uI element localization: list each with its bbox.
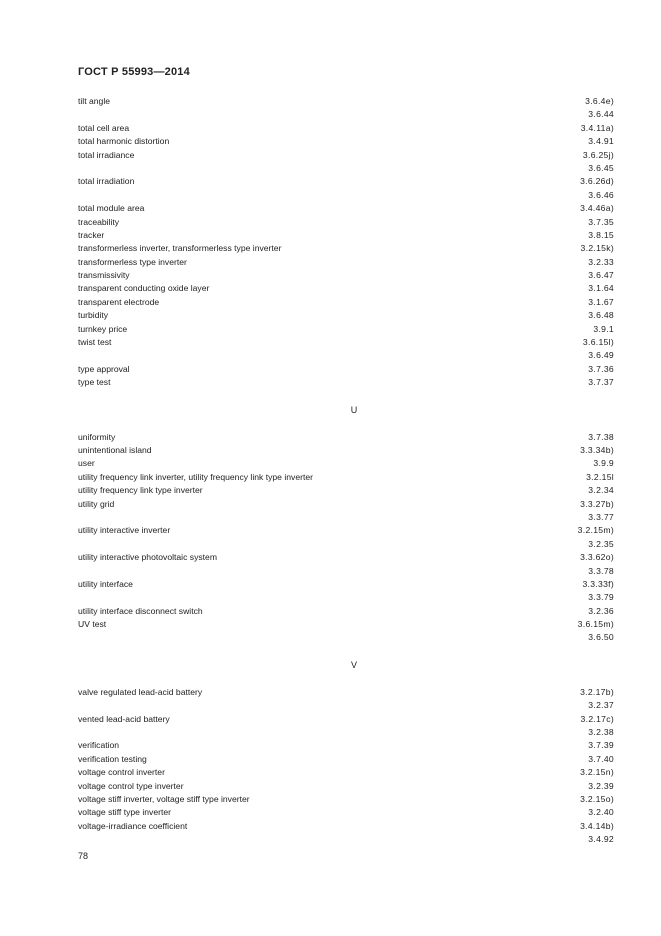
index-reference: 3.6.26d) [580, 176, 614, 187]
index-term: utility interactive inverter [78, 525, 171, 536]
index-reference: 3.7.35 [588, 216, 614, 227]
index-reference: 3.2.15o) [580, 793, 614, 804]
index-entry [78, 323, 614, 336]
index-reference: 3.6.46 [588, 189, 614, 200]
index-term: verification testing [78, 753, 147, 764]
index-term: utility interactive photovoltaic system [78, 552, 217, 563]
index-entry [78, 713, 614, 726]
index-entry [78, 699, 614, 712]
index-term: utility frequency link inverter, utility frequency link type inverter [78, 471, 313, 482]
index-entry [78, 108, 614, 121]
index-entry [78, 242, 614, 255]
index-term: transformerless type inverter [78, 256, 187, 267]
index-entry [78, 484, 614, 497]
index-term: transmissivity [78, 270, 130, 281]
index-term: total harmonic distortion [78, 136, 170, 147]
index-term: verification [78, 740, 120, 751]
index-reference: 3.4.11a) [580, 122, 614, 133]
index-term: total irradiation [78, 176, 135, 187]
index-term: transformerless inverter, transformerless type inverter [78, 243, 282, 254]
index-term: turnkey price [78, 323, 128, 334]
index-entry [78, 806, 614, 819]
index-entry [78, 538, 614, 551]
index-reference: 3.3.77 [588, 511, 614, 522]
index-reference: 3.6.45 [588, 162, 614, 173]
index-reference: 3.6.25j) [582, 149, 614, 160]
index-entry [78, 122, 614, 135]
index-reference: 3.7.40 [588, 753, 614, 764]
index-reference: 3.2.35 [588, 538, 614, 549]
index-reference: 3.2.15l [586, 471, 614, 482]
index-reference: 3.6.15l) [582, 337, 614, 348]
index-entry [78, 349, 614, 362]
index-entry [78, 336, 614, 349]
index-term: total module area [78, 203, 145, 214]
index-reference: 3.4.14b) [580, 820, 614, 831]
index-entry [78, 833, 614, 846]
index-reference: 3.9.1 [593, 323, 614, 334]
index-entry [78, 162, 614, 175]
index-reference: 3.3.33f) [582, 578, 614, 589]
index-term: utility interface [78, 578, 133, 589]
index-term: tracker [78, 229, 105, 240]
index-term: voltage control inverter [78, 767, 165, 778]
index-reference: 3.2.17c) [580, 713, 614, 724]
index-reference: 3.2.38 [588, 727, 614, 738]
index-entry [78, 618, 614, 631]
index-reference: 3.2.15m) [577, 525, 614, 536]
index-entry [78, 256, 614, 269]
index-term: user [78, 458, 95, 469]
index-term: unintentional island [78, 444, 152, 455]
index-reference: 3.6.50 [588, 632, 614, 643]
index-reference: 3.9.9 [593, 458, 614, 469]
index-entry [78, 578, 614, 591]
index-entry [78, 739, 614, 752]
index-reference: 3.2.40 [588, 807, 614, 818]
index-entry [78, 686, 614, 699]
index-entry [78, 229, 614, 242]
index-reference: 3.7.36 [588, 363, 614, 374]
index-entry [78, 511, 614, 524]
index-entry [78, 605, 614, 618]
index-term: tilt angle [78, 96, 111, 106]
index-reference: 3.6.15m) [577, 619, 614, 630]
index-reference: 3.8.15 [588, 229, 614, 240]
index-reference: 3.2.36 [588, 605, 614, 616]
index-reference: 3.3.27b) [580, 498, 614, 509]
index-entry [78, 498, 614, 511]
index-term: turbidity [78, 310, 109, 321]
index-term: total irradiance [78, 149, 135, 160]
document-header: ГОСТ Р 55993—2014 [78, 66, 190, 78]
index-term: uniformity [78, 431, 116, 442]
index-entry [78, 189, 614, 202]
index-entry [78, 726, 614, 739]
index-term: utility frequency link type inverter [78, 485, 203, 496]
index-reference: 3.4.92 [588, 834, 614, 845]
index-term: type approval [78, 363, 130, 374]
index-entry [78, 793, 614, 806]
section-letter: U [350, 404, 358, 415]
alphabetical-index [78, 95, 614, 847]
index-reference: 3.1.64 [588, 283, 614, 294]
index-term: voltage control type inverter [78, 780, 184, 791]
index-reference: 3.7.39 [588, 740, 614, 751]
index-reference: 3.7.38 [588, 431, 614, 442]
index-entry [78, 457, 614, 470]
index-entry [78, 282, 614, 295]
index-entry [78, 309, 614, 322]
index-entry [78, 591, 614, 604]
index-reference: 3.6.4e) [585, 96, 614, 106]
index-entry [78, 202, 614, 215]
index-entry [78, 175, 614, 188]
index-entry [78, 95, 614, 108]
index-entry [78, 631, 614, 644]
index-term: voltage-irradiance coefficient [78, 820, 188, 831]
index-reference: 3.3.78 [588, 565, 614, 576]
index-entry [78, 471, 614, 484]
index-term: type test [78, 377, 111, 388]
index-entry [78, 376, 614, 389]
index-term: utility interface disconnect switch [78, 605, 203, 616]
index-reference: 3.2.33 [588, 256, 614, 267]
index-term: voltage stiff type inverter [78, 807, 171, 818]
section-letter: V [350, 659, 357, 670]
index-term: transparent electrode [78, 296, 160, 307]
index-term: vented lead-acid battery [78, 713, 170, 724]
index-reference: 3.3.79 [588, 592, 614, 603]
index-entry [78, 780, 614, 793]
index-reference: 3.4.91 [588, 136, 614, 147]
index-term: transparent conducting oxide layer [78, 283, 210, 294]
index-reference: 3.2.17b) [580, 686, 614, 697]
index-entry [78, 135, 614, 148]
index-reference: 3.2.37 [588, 700, 614, 711]
index-entry [78, 149, 614, 162]
index-reference: 3.4.46a) [580, 203, 614, 214]
index-entry [78, 444, 614, 457]
index-entry [78, 269, 614, 282]
index-term: twist test [78, 337, 112, 348]
index-term: total cell area [78, 122, 130, 133]
index-entry [78, 431, 614, 444]
index-reference: 3.1.67 [588, 296, 614, 307]
index-entry [78, 565, 614, 578]
index-reference: 3.2.15k) [580, 243, 614, 254]
index-entry [78, 524, 614, 537]
index-reference: 3.2.39 [588, 780, 614, 791]
page-number: 78 [78, 851, 89, 861]
index-entry [78, 766, 614, 779]
index-reference: 3.3.34b) [580, 444, 614, 455]
index-term: UV test [78, 619, 107, 630]
index-reference: 3.2.34 [588, 485, 614, 496]
index-entry [78, 296, 614, 309]
index-entry [78, 363, 614, 376]
index-entry [78, 216, 614, 229]
index-reference: 3.2.15n) [580, 767, 614, 778]
index-entry [78, 551, 614, 564]
index-entry [78, 753, 614, 766]
index-entry [78, 820, 614, 833]
index-term: valve regulated lead-acid battery [78, 686, 203, 697]
index-reference: 3.7.37 [588, 377, 614, 388]
index-term: utility grid [78, 498, 115, 509]
index-reference: 3.6.44 [588, 109, 614, 120]
index-reference: 3.6.47 [588, 270, 614, 281]
index-reference: 3.6.49 [588, 350, 614, 361]
index-term: voltage stiff inverter, voltage stiff type inverter [78, 793, 250, 804]
index-reference: 3.6.48 [588, 310, 614, 321]
index-term: traceability [78, 216, 120, 227]
index-reference: 3.3.62o) [580, 552, 614, 563]
